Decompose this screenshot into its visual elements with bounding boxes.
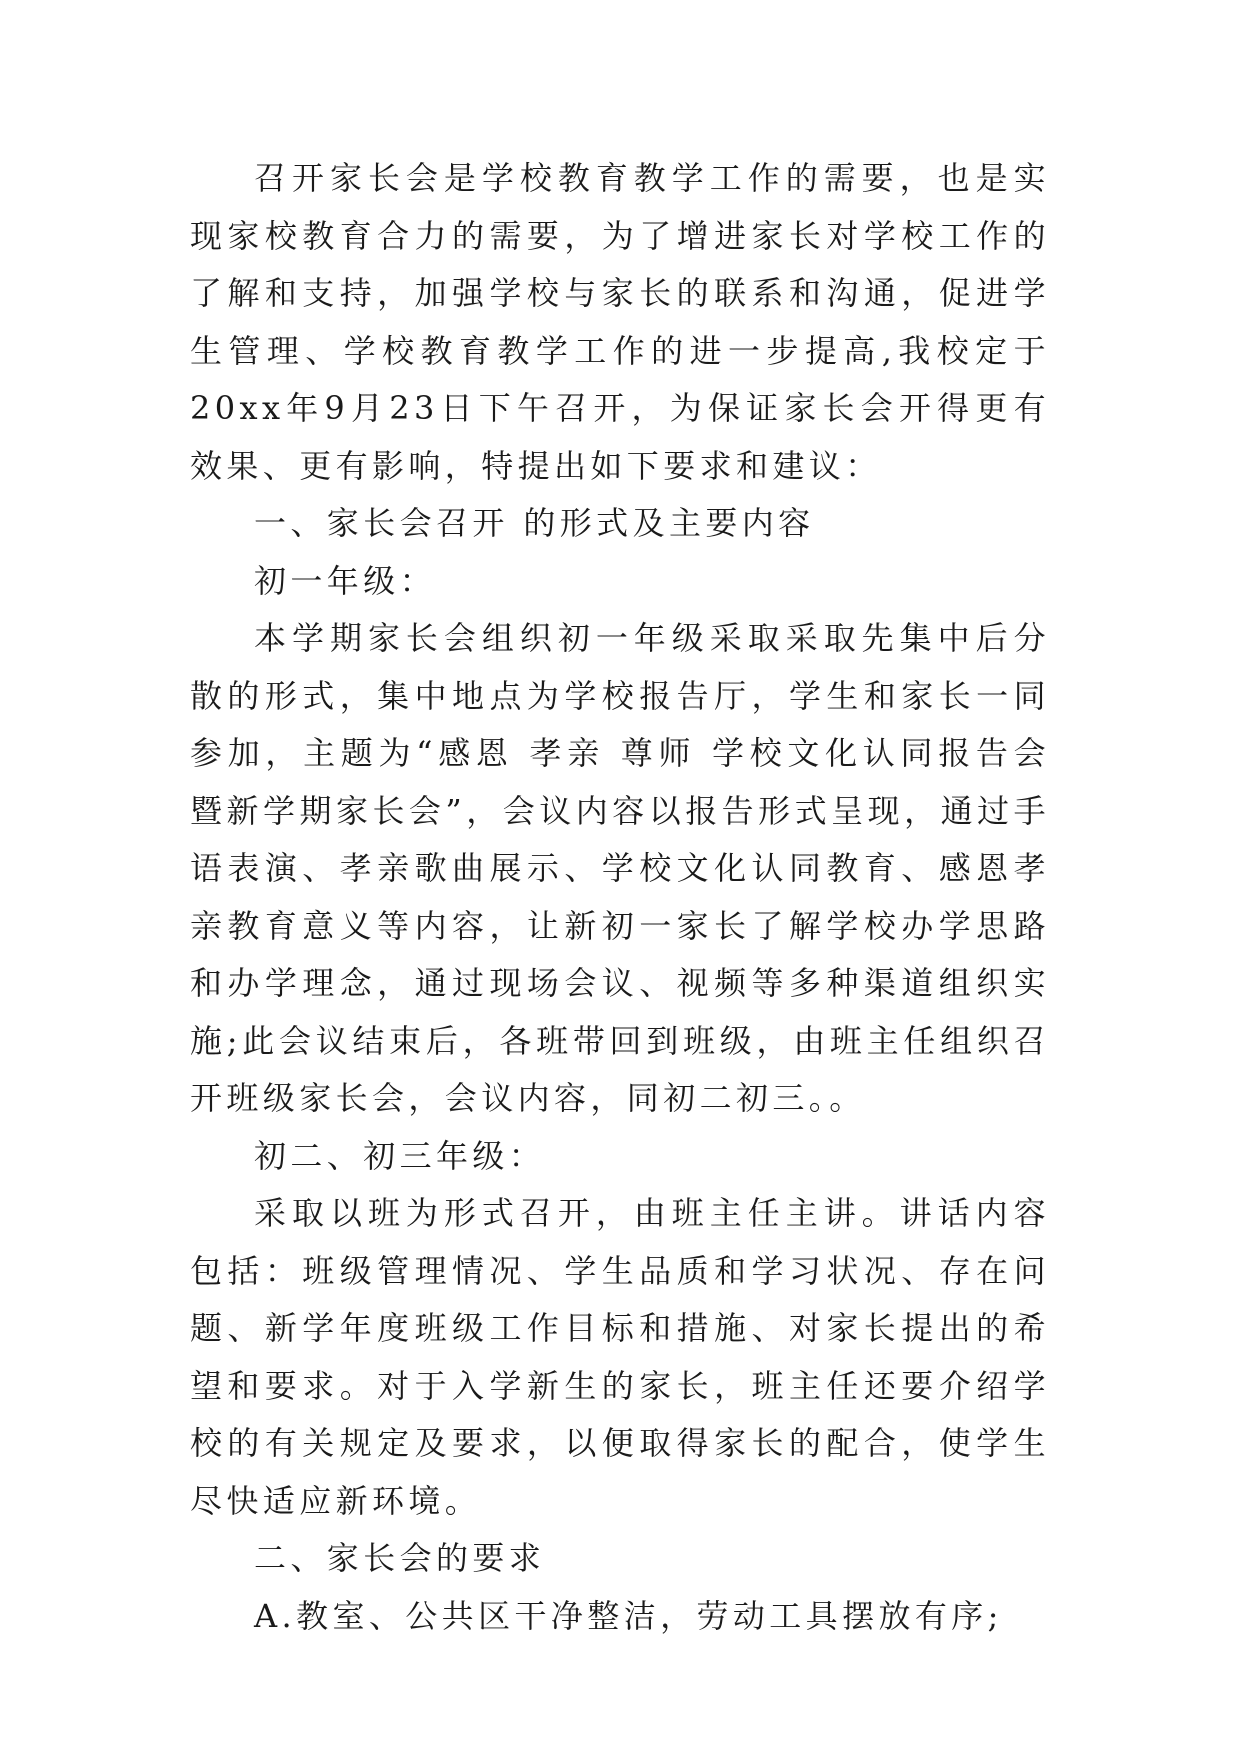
grade-one-paragraph: 本学期家长会组织初一年级采取采取先集中后分散的形式，集中地点为学校报告厅，学生和家长一同参加，主题为“感恩 孝亲 尊师 学校文化认同报告会暨新学期家长会”，会议内容以报告形式呈现，通过手语表演、孝亲歌曲展示、学校文化认同教育、感恩孝亲教育意义等内容，让新初一家长了解学校办学思路和办学理念，通过现场会议、视频等多种渠道组织实施;此会议结束后，各班带回到班级，由班主任组织召开班级家长会，会议内容，同初二初三。。 [190,619,1050,1117]
grade-two-three-paragraph: 采取以班为形式召开，由班主任主讲。讲话内容包括：班级管理情况、学生品质和学习状况、存在问题、新学年度班级工作目标和措施、对家长提出的希望和要求。对于入学新生的家长，班主任还要介绍学校的有关规定及要求，以便取得家长的配合，使学生尽快适应新环境。 [190,1194,1050,1520]
grade-two-three-heading: 初二、初三年级： [254,1136,546,1175]
section-heading-requirements: 二、家长会的要求 [254,1539,546,1577]
requirement-item-a: A.教室、公共区干净整洁，劳动工具摆放有序; [254,1596,1003,1635]
grade-one-heading: 初一年级： [254,561,437,600]
intro-paragraph: 召开家长会是学校教育教学工作的需要，也是实现家校教育合力的需要，为了增进家长对学校工作的了解和支持，加强学校与家长的联系和沟通，促进学生管理、学校教育教学工作的进一步提高,我校定于20xx年9月23日下午召开，为保证家长会开得更有效果、更有影响，特提出如下要求和建议： [190,159,1050,485]
document-page [190,150,1050,1645]
section-heading-format-and-content: 一、家长会召开 的形式及主要内容 [254,504,815,542]
